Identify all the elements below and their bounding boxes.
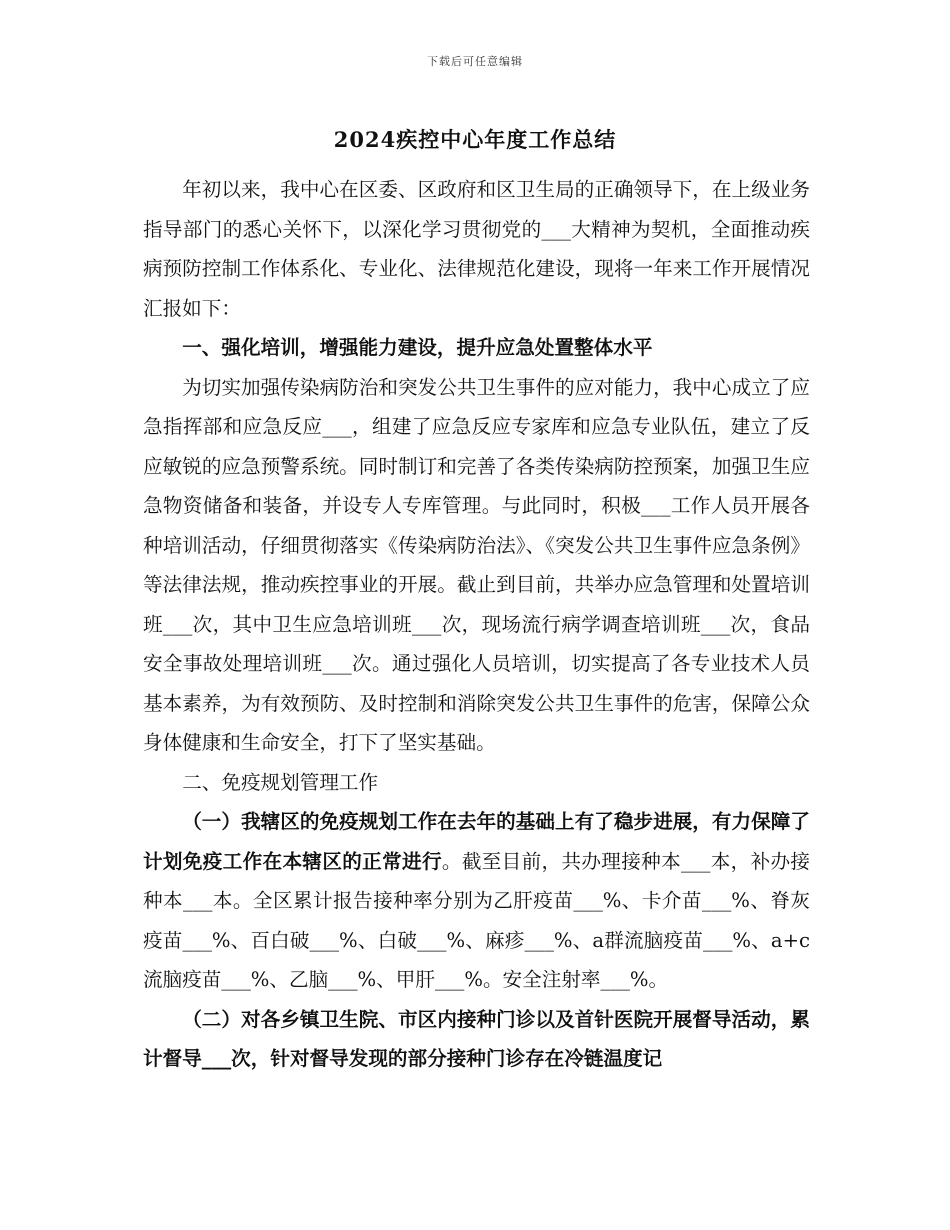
section-2-heading: 二、免疫规划管理工作 [182,770,379,794]
section-1-heading: 一、强化培训，增强能力建设，提升应急处置整体水平 [182,336,653,359]
intro-paragraph: 年初以来，我中心在区委、区政府和区卫生局的正确领导下，在上级业务指导部门的悉心关怀下，以深化学习贯彻党的___大精神为契机，全面推动疾病预防控制工作体系化、专业化、法律规范化建设，现将一年来工作开展情况汇报如下： [143,178,810,320]
document-body [143,170,810,1079]
section-1-paragraph: 为切实加强传染病防治和突发公共卫生事件的应对能力，我中心成立了应急指挥部和应急反应___，组建了应急反应专家库和应急专业队伍，建立了反应敏锐的应急预警系统。同时制订和完善了各类传染病防控预案，加强卫生应急物资储备和装备，并设专人专库管理。与此同时，积极___工作人员开展各种培训活动，仔细贯彻落实《传染病防治法》、《突发公共卫生事件应急条例》等法律法规，推动疾控事业的开展。截止到目前，共举办应急管理和处置培训班___次，其中卫生应急培训班___次，现场流行病学调查培训班___次，食品安全事故处理培训班___次。通过强化人员培训，切实提高了各专业技术人员基本素养，为有效预防、及时控制和消除突发公共卫生事件的危害，保障公众身体健康和生命安全，打下了坚实基础。 [143,375,810,754]
page-header-note: 下载后可任意编辑 [427,55,523,68]
section-2-item-1-lead: （一）我辖区的免疫规划工作在去年的基础上有了稳步进展，有力保障了计划免疫工作在本辖区的正常进行 [143,810,810,873]
document-title: 2024疾控中心年度工作总结 [333,127,617,152]
section-2-item-2: （二）对各乡镇卫生院、市区内接种门诊以及首针医院开展督导活动，累计督导___次，针对督导发现的部分接种门诊存在冷链温度记 [143,1007,810,1070]
section-2-item-1 [143,802,810,1000]
section-2-item-1-body: 。截至目前，共办理接种本___本，补办接种本___本。全区累计报告接种率分别为乙肝疫苗___%、卡介苗___%、脊灰疫苗___%、百白破___%、白破___%、麻疹___%、a群流脑疫苗___%、a+c流脑疫苗___%、乙脑___%、甲肝___%。安全注射率___%。 [143,849,811,991]
